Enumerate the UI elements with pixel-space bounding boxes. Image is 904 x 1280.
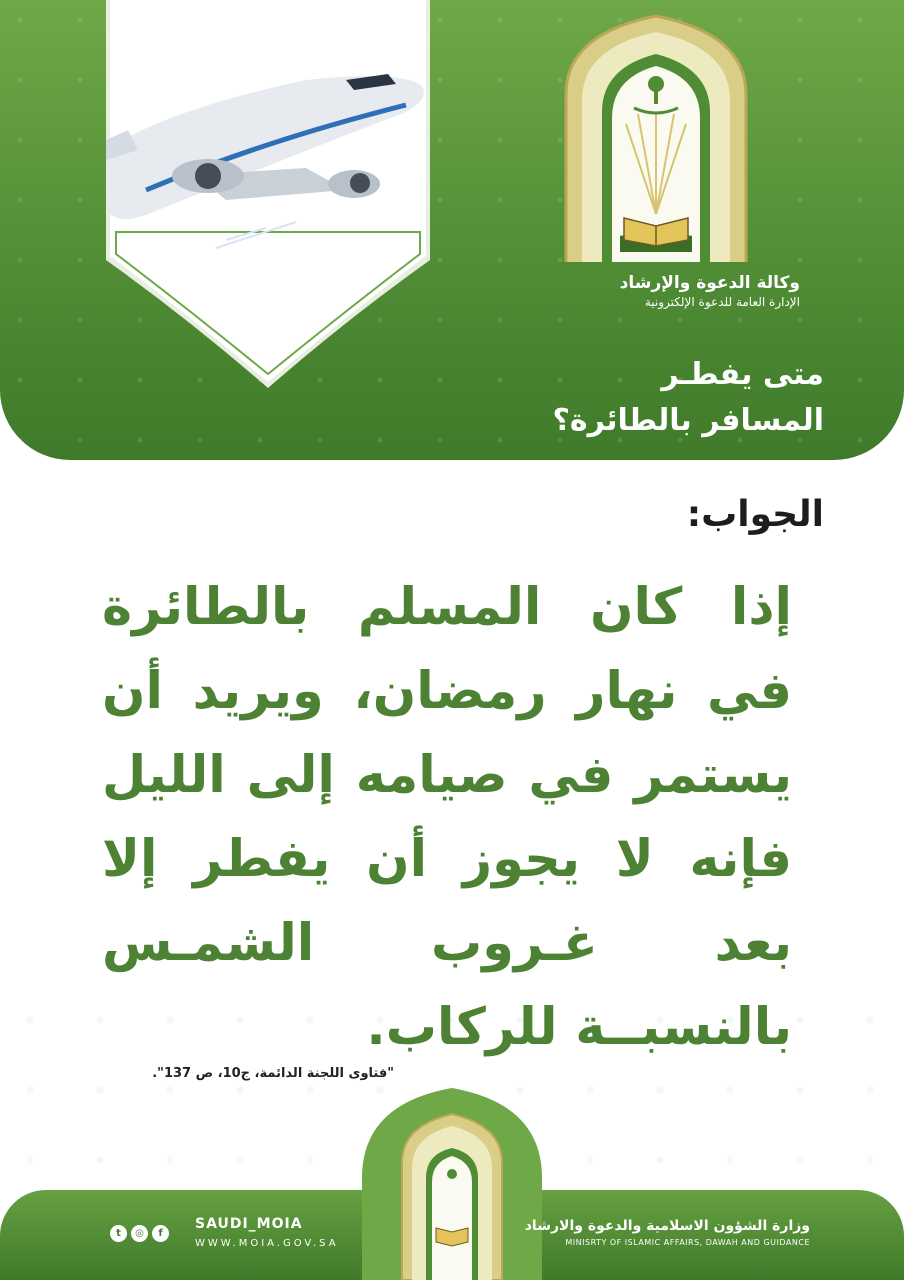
footer-palm-icon <box>447 1169 457 1179</box>
website-link[interactable]: WWW.MOIA.GOV.SA <box>195 1238 339 1249</box>
source-citation: "فتاوى اللجنة الدائمة، ج10، ص 137". <box>152 1066 394 1081</box>
ministry-name-block <box>525 1216 810 1250</box>
answer-body: إذا كان المسلم بالطائرة في نهار رمضان، ويريد أن يستمر في صيامه إلى الليل فإنه لا يجوز أن يفطر إلا بعد غـروب الشمـس بالنسبــة للركاب. <box>102 578 792 1057</box>
question-title <box>552 352 824 444</box>
twitter-icon[interactable]: t <box>110 1225 127 1242</box>
answer-label: الجواب: <box>686 494 824 535</box>
social-icons <box>110 1225 169 1242</box>
agency-name: وكالة الدعوة والإرشاد <box>619 273 800 293</box>
airplane-banner <box>106 0 430 390</box>
header-panel <box>0 0 904 460</box>
title-line-2: المسافر بالطائرة؟ <box>552 403 824 438</box>
agency-name-block <box>620 272 800 310</box>
ministry-name-arabic: وزارة الشؤون الاسلامية والدعوة والارشاد <box>524 1218 810 1234</box>
facebook-icon[interactable]: f <box>152 1225 169 1242</box>
title-line-1: متى يفطـر <box>661 357 824 392</box>
footer-emblem-logo <box>362 1088 542 1280</box>
ministry-emblem-logo <box>556 14 756 276</box>
social-handle[interactable]: SAUDI_MOIA <box>195 1216 303 1232</box>
instagram-icon[interactable]: ◎ <box>131 1225 148 1242</box>
agency-subtitle: الإدارة العامة للدعوة الإلكترونية <box>644 295 800 309</box>
ministry-name-english: MINISRTY OF ISLAMIC AFFAIRS, DAWAH AND GUIDANCE <box>565 1238 810 1247</box>
